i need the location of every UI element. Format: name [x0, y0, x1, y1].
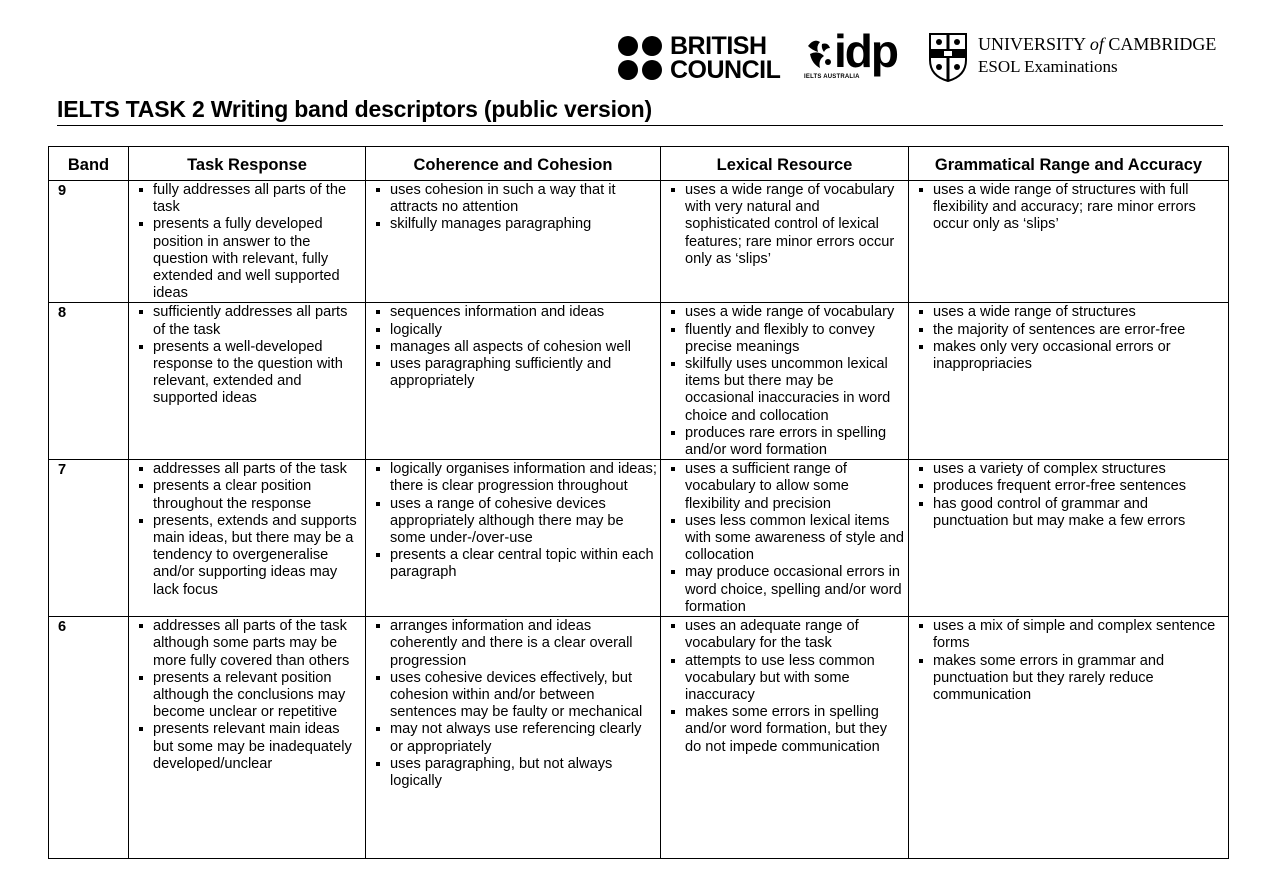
cell-grammatical-range	[909, 181, 1229, 303]
british-council-dots-icon	[618, 36, 664, 82]
descriptor-item: presents a well-developed response to the question with relevant, extended and supported ideas	[153, 339, 363, 408]
british-council-word-1: BRITISH	[670, 32, 767, 60]
descriptor-list	[366, 182, 660, 234]
cell-lexical-resource	[661, 181, 909, 303]
descriptor-item: may not always use referencing clearly or appropriately	[390, 721, 658, 755]
descriptor-item: presents relevant main ideas but some may be inadequately developed/unclear	[153, 721, 363, 773]
cambridge-shield-icon	[928, 32, 968, 82]
logos-area	[618, 25, 1228, 86]
cambridge-line-1: UNIVERSITY of CAMBRIDGE	[978, 34, 1217, 54]
descriptor-item: uses paragraphing, but not always logically	[390, 756, 658, 790]
cell-coherence-cohesion	[366, 303, 661, 460]
descriptor-item: sufficiently addresses all parts of the task	[153, 304, 363, 338]
descriptor-item: uses paragraphing sufficiently and appropriately	[390, 356, 658, 390]
descriptor-item: makes some errors in spelling and/or word formation, but they do not impede communication	[685, 704, 906, 756]
idp-word: idp	[834, 25, 897, 77]
cell-lexical-resource	[661, 617, 909, 859]
table-row	[49, 303, 1229, 460]
cell-lexical-resource	[661, 460, 909, 617]
descriptor-item: uses cohesion in such a way that it attracts no attention	[390, 182, 658, 216]
cell-task-response	[129, 181, 366, 303]
british-council-logo	[618, 32, 781, 86]
descriptor-item: produces frequent error-free sentences	[933, 478, 1226, 495]
descriptor-item: uses a sufficient range of vocabulary to allow some flexibility and precision	[685, 461, 906, 513]
descriptor-item: skilfully manages paragraphing	[390, 216, 658, 233]
table-row	[49, 181, 1229, 303]
descriptor-list	[661, 304, 908, 459]
band-score: 8	[49, 303, 129, 460]
cell-grammatical-range	[909, 303, 1229, 460]
descriptor-item: uses a mix of simple and complex sentence forms	[933, 618, 1226, 652]
descriptor-item: skilfully uses uncommon lexical items but there may be occasional inaccuracies in word choice and collocation	[685, 356, 906, 425]
cell-coherence-cohesion	[366, 181, 661, 303]
descriptor-item: logically	[390, 322, 658, 339]
british-council-word-2: COUNCIL	[670, 56, 781, 84]
descriptor-item: produces rare errors in spelling and/or word formation	[685, 425, 906, 459]
cambridge-logo	[928, 30, 1228, 86]
descriptor-list	[661, 618, 908, 756]
band-score: 6	[49, 617, 129, 859]
descriptor-item: sequences information and ideas	[390, 304, 658, 321]
descriptor-item: addresses all parts of the task although some parts may be more fully covered than others	[153, 618, 363, 670]
cell-task-response	[129, 617, 366, 859]
descriptor-list	[366, 304, 660, 390]
band-score: 9	[49, 181, 129, 303]
descriptor-item: makes only very occasional errors or inappropriacies	[933, 339, 1226, 373]
table-header-row	[49, 147, 1229, 181]
descriptor-item: uses a wide range of structures with full flexibility and accuracy; rare minor errors occur only as ‘slips’	[933, 182, 1226, 234]
descriptor-item: uses a range of cohesive devices appropriately although there may be some under-/over-use	[390, 496, 658, 548]
descriptor-item: uses cohesive devices effectively, but cohesion within and/or between sentences may be faulty or mechanical	[390, 670, 658, 722]
table-row	[49, 460, 1229, 617]
cell-grammatical-range	[909, 617, 1229, 859]
cell-grammatical-range	[909, 460, 1229, 617]
descriptor-list	[366, 461, 660, 581]
cell-coherence-cohesion	[366, 617, 661, 859]
descriptor-list	[129, 461, 365, 599]
descriptor-item: attempts to use less common vocabulary but with some inaccuracy	[685, 653, 906, 705]
header-coherence-cohesion: Coherence and Cohesion	[366, 147, 661, 181]
descriptor-item: may produce occasional errors in word choice, spelling and/or word formation	[685, 564, 906, 616]
title-rule	[57, 125, 1223, 126]
cell-coherence-cohesion	[366, 460, 661, 617]
descriptor-item: presents a clear central topic within each paragraph	[390, 547, 658, 581]
descriptor-item: addresses all parts of the task	[153, 461, 363, 478]
cell-task-response	[129, 303, 366, 460]
idp-subtitle: IELTS AUSTRALIA	[804, 74, 860, 80]
descriptor-item: presents a clear position throughout the response	[153, 478, 363, 512]
idp-logo	[804, 25, 904, 84]
descriptor-item: uses a wide range of vocabulary	[685, 304, 906, 321]
table-row	[49, 617, 1229, 859]
descriptor-item: fully addresses all parts of the task	[153, 182, 363, 216]
descriptor-list	[909, 182, 1228, 234]
descriptor-item: makes some errors in grammar and punctuation but they rarely reduce communication	[933, 653, 1226, 705]
descriptor-list	[661, 182, 908, 268]
cell-lexical-resource	[661, 303, 909, 460]
descriptor-item: uses a wide range of structures	[933, 304, 1226, 321]
header-lexical-resource: Lexical Resource	[661, 147, 909, 181]
idp-mark-icon	[804, 36, 834, 74]
descriptor-item: arranges information and ideas coherently and there is a clear overall progression	[390, 618, 658, 670]
descriptor-item: fluently and flexibly to convey precise meanings	[685, 322, 906, 356]
descriptor-list	[129, 304, 365, 407]
descriptor-list	[909, 618, 1228, 704]
band-score: 7	[49, 460, 129, 617]
descriptor-item: presents a relevant position although the conclusions may become unclear or repetitive	[153, 670, 363, 722]
descriptor-item: uses a wide range of vocabulary with very natural and sophisticated control of lexical features; rare minor errors occur only as ‘slips’	[685, 182, 906, 268]
descriptor-item: presents, extends and supports main ideas, but there may be a tendency to overgeneralise and/or supporting ideas may lack focus	[153, 513, 363, 599]
descriptor-list	[909, 461, 1228, 530]
descriptor-item: uses a variety of complex structures	[933, 461, 1226, 478]
header-band: Band	[49, 147, 129, 181]
descriptor-item: uses an adequate range of vocabulary for the task	[685, 618, 906, 652]
descriptor-list	[129, 182, 365, 302]
header-grammatical-range: Grammatical Range and Accuracy	[909, 147, 1229, 181]
descriptor-list	[661, 461, 908, 616]
descriptor-list	[909, 304, 1228, 373]
page-title: IELTS TASK 2 Writing band descriptors (public version)	[57, 96, 652, 122]
descriptor-item: uses less common lexical items with some awareness of style and collocation	[685, 512, 905, 564]
descriptor-item: the majority of sentences are error-free	[933, 322, 1226, 339]
descriptor-item: manages all aspects of cohesion well	[390, 339, 658, 356]
descriptor-list	[129, 618, 365, 773]
header-task-response: Task Response	[129, 147, 366, 181]
descriptor-list	[366, 618, 660, 790]
descriptor-item: has good control of grammar and punctuation but may make a few errors	[933, 496, 1226, 530]
cambridge-line-2: ESOL Examinations	[978, 57, 1118, 76]
descriptor-item: logically organises information and ideas; there is clear progression throughout	[390, 461, 657, 495]
band-descriptors-table	[48, 146, 1229, 859]
cell-task-response	[129, 460, 366, 617]
descriptor-item: presents a fully developed position in answer to the question with relevant, fully extended and well supported ideas	[153, 216, 363, 302]
